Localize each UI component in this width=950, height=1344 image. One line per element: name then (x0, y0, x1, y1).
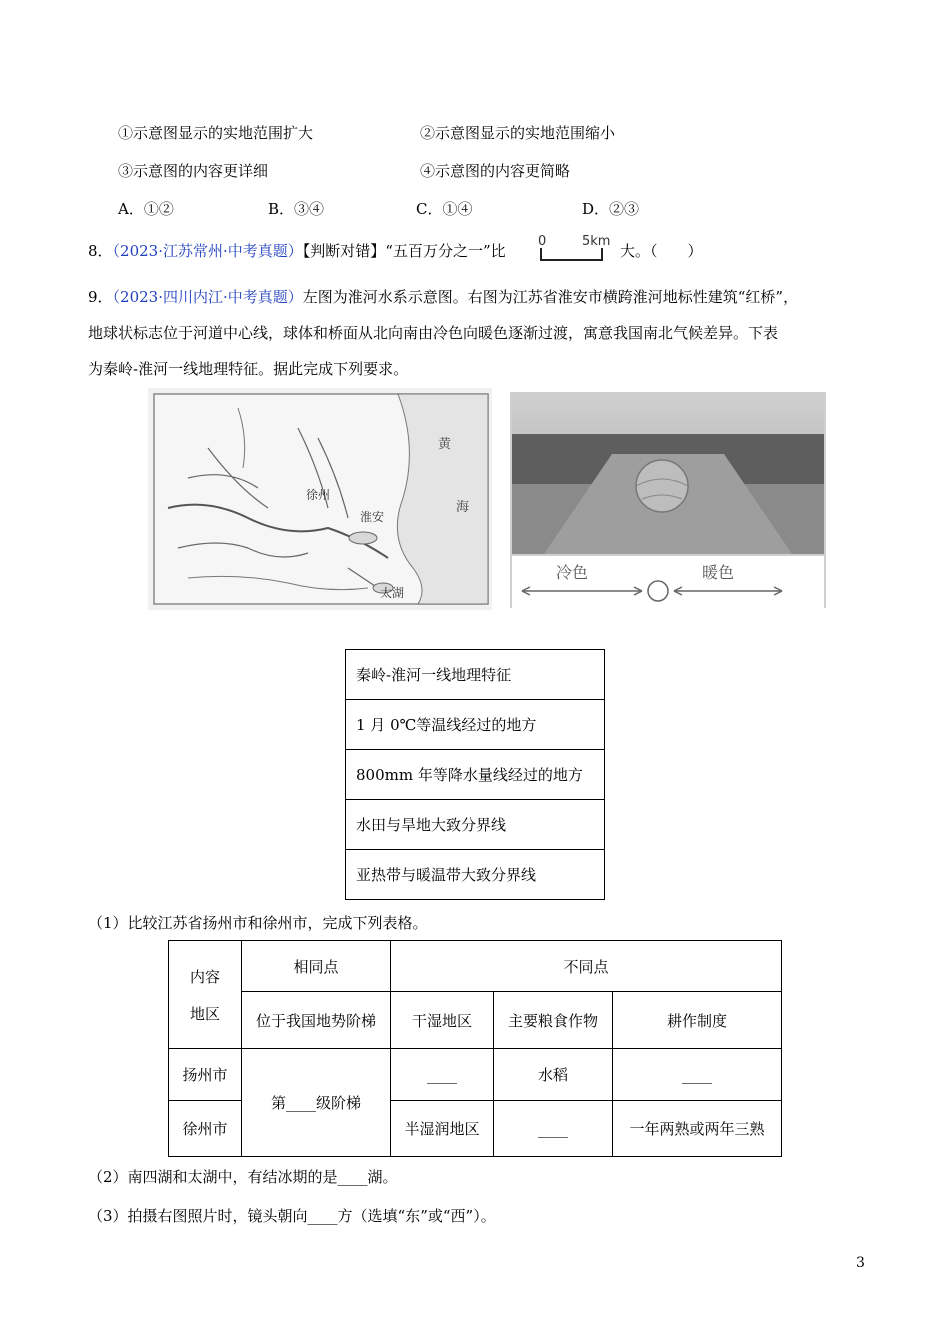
xz-moisture: 半湿润地区 (391, 1101, 494, 1157)
col-terrain: 位于我国地势阶梯 (242, 992, 391, 1049)
sub-question-2: （2）南四湖和太湖中，有结冰期的是____湖。 (88, 1168, 398, 1186)
corner-bottom: 地区 (189, 1004, 220, 1023)
corner-top: 内容 (189, 967, 220, 986)
question-9-line-1 (88, 286, 798, 307)
huaihe-river-map (148, 388, 492, 610)
option-4: ④示意图的内容更简略 (420, 162, 571, 180)
photo-graphic (512, 394, 824, 554)
scale-bar (538, 234, 611, 262)
choice-c: C．①④ (416, 200, 473, 218)
question-text: 左图为淮河水系示意图。右图为江苏省淮安市横跨淮河地标性建筑“红桥”， (302, 288, 799, 306)
scale-label: 5km (582, 234, 611, 249)
col-system: 耕作制度 (613, 992, 782, 1049)
feature-row: 水田与旱地大致分界线 (346, 800, 605, 850)
question-number: 8． (88, 242, 113, 260)
map-label-sea: 海 (456, 500, 470, 515)
map-label-xuzhou: 徐州 (306, 488, 331, 502)
city-comparison-table (168, 940, 782, 1157)
question-9-line-3: 为秦岭-淮河一线地理特征。据此完成下列要求。 (88, 360, 409, 378)
sub-question-1: （1）比较江苏省扬州市和徐州市，完成下列表格。 (88, 914, 428, 932)
question-8-end: 大。（ ） (620, 242, 703, 260)
option-2: ②示意图显示的实地范围缩小 (420, 124, 616, 142)
question-8 (88, 240, 506, 261)
qinling-huaihe-feature-table (345, 649, 605, 900)
page-number: 3 (856, 1255, 865, 1271)
yz-system: ____ (613, 1049, 782, 1101)
map-label-yellow-sea: 黄 (438, 437, 452, 452)
cold-color-label: 冷色 (556, 563, 589, 582)
col-crop: 主要粮食作物 (494, 992, 613, 1049)
map-label-taihu: 太湖 (380, 586, 405, 600)
row-yangzhou: 扬州市 (169, 1049, 242, 1101)
question-tag: 【判断对错】 (302, 242, 386, 260)
same-header: 相同点 (242, 941, 391, 992)
question-source: （2023·四川内江·中考真题） (112, 288, 303, 306)
question-number: 9． (88, 288, 113, 306)
question-source: （2023·江苏常州·中考真题） (112, 242, 303, 260)
question-text: “五百万分之一”比 (385, 242, 506, 260)
step-cell: 第____级阶梯 (242, 1049, 391, 1157)
xz-crop: ____ (494, 1101, 613, 1157)
option-3: ③示意图的内容更详细 (118, 162, 269, 180)
sub-question-3: （3）拍摄右图照片时，镜头朝向____方（选填“东”或“西”）。 (88, 1207, 496, 1225)
diff-header: 不同点 (391, 941, 782, 992)
yz-crop: 水稻 (494, 1049, 613, 1101)
col-moisture: 干湿地区 (391, 992, 494, 1049)
feature-row: 秦岭-淮河一线地理特征 (346, 650, 605, 700)
question-9-line-2: 地球状标志位于河道中心线，球体和桥面从北向南由冷色向暖色逐渐过渡，寓意我国南北气候差异。下表 (88, 324, 779, 342)
feature-row: 1 月 0℃等温线经过的地方 (346, 700, 605, 750)
corner-cell (169, 941, 242, 1049)
feature-row: 亚热带与暖温带大致分界线 (346, 850, 605, 900)
feature-row: 800mm 年等降水量线经过的地方 (346, 750, 605, 800)
choice-a: A．①② (118, 200, 174, 218)
choice-d: D．②③ (582, 200, 640, 218)
warm-color-label: 暖色 (702, 563, 735, 582)
yz-moisture: ____ (391, 1049, 494, 1101)
row-xuzhou: 徐州市 (169, 1101, 242, 1157)
xz-system: 一年两熟或两年三熟 (613, 1101, 782, 1157)
map-label-huaian: 淮安 (360, 510, 385, 524)
choice-b: B．③④ (268, 200, 325, 218)
gradient-arrow (512, 576, 824, 606)
red-bridge-photo (510, 392, 826, 608)
scale-bar-line (540, 248, 604, 262)
option-1: ①示意图显示的实地范围扩大 (118, 124, 314, 142)
color-gradient-legend (512, 554, 824, 608)
scale-zero: 0 (538, 234, 547, 249)
